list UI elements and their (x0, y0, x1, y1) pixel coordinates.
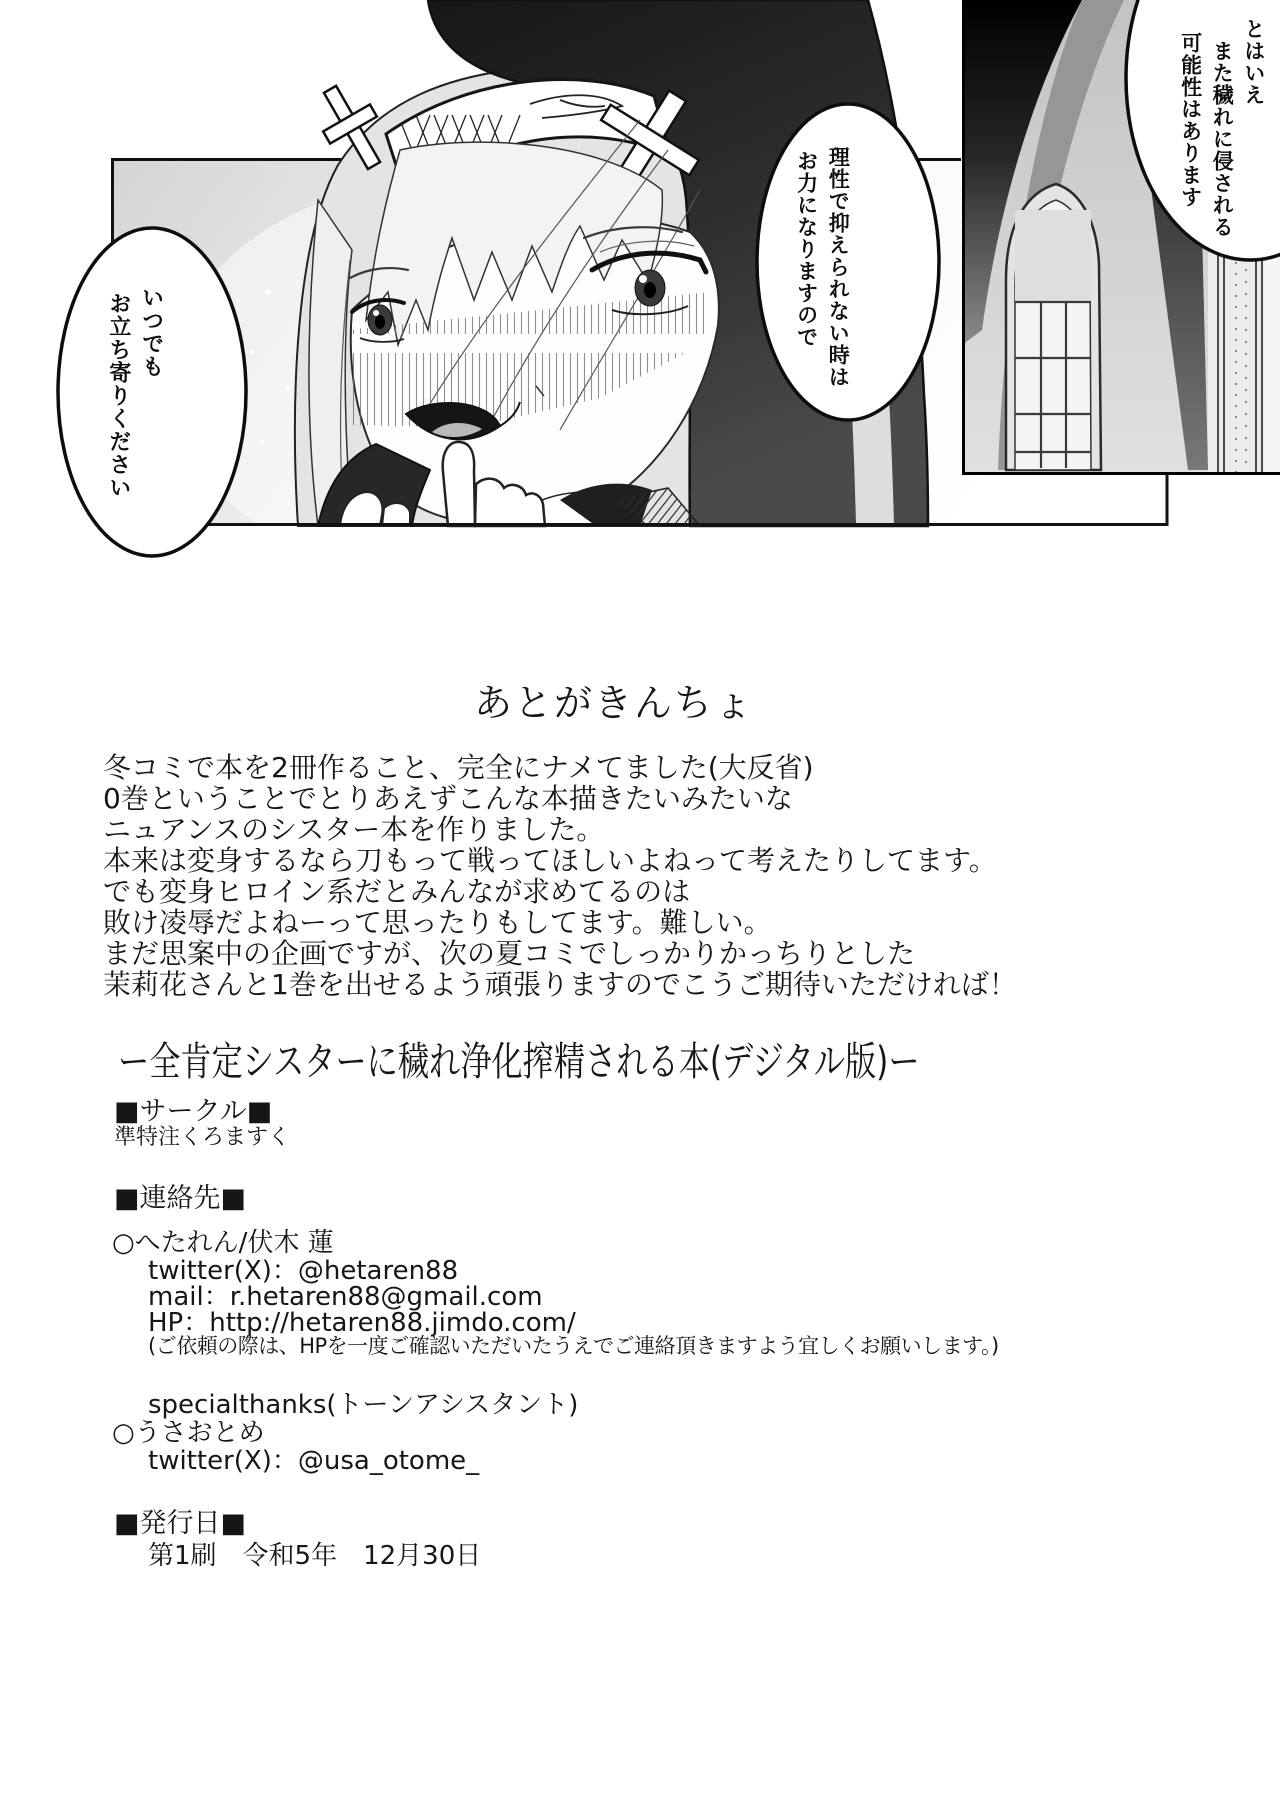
contact-heading: ■連絡先■ (114, 1183, 247, 1214)
special-thanks-label: specialthanks(トーンアシスタント) (148, 1390, 579, 1420)
artist-twitter: twitter(X)：@hetaren88 (148, 1256, 459, 1286)
manga-panel-artwork (0, 0, 1280, 560)
circle-heading: ■サークル■ (114, 1096, 273, 1127)
bubble-line: とはいえ (1241, 18, 1266, 106)
circle-name: 準特注くろますく (114, 1125, 291, 1150)
artist-name: ○へたれん/伏木 蓮 (112, 1228, 334, 1258)
speech-bubble-top-right-text (1177, 18, 1266, 258)
afterword-body-line: 敗け凌辱だよねーって思ったりもしてます。難しい。 (103, 906, 772, 939)
afterword-body-line: でも変身ヒロイン系だとみんなが求めてるのは (103, 875, 691, 908)
afterword-body-line: 茉莉花さんと1巻を出せるよう頑張りますのでこうご期待いただければ！ (103, 968, 1017, 1001)
afterword-body-line: 冬コミで本を2冊作ること、完全にナメてました(大反省) (103, 751, 814, 784)
afterword-body-line: まだ思案中の企画ですが、次の夏コミでしっかりかっちりとした (103, 937, 916, 970)
bubble-line: お立ち寄りください (105, 292, 131, 499)
afterword-body-line: 本来は変身するなら刀もって戦ってほしいよねって考えたりしてます。 (103, 844, 997, 877)
afterword-body-line: 0巻ということでとりあえずこんな本描きたいみたいな (103, 782, 793, 815)
speech-bubble-left-text (104, 286, 164, 526)
manga-panel-section (0, 0, 1280, 560)
bubble-line: 理性で抑えられない時は (826, 146, 851, 388)
special-thanks-twitter: twitter(X)：@usa_otome_ (148, 1446, 480, 1476)
publication-heading: ■発行日■ (114, 1508, 247, 1539)
bubble-line: お力になりますので (794, 150, 819, 348)
special-thanks-name: ○うさおとめ (112, 1418, 265, 1448)
afterword-body-line: ニュアンスのシスター本を作りました。 (103, 813, 605, 846)
publication-date: 第1刷 令和5年 12月30日 (148, 1541, 482, 1571)
afterword-title: あとがきんちょ (473, 681, 754, 725)
speech-bubble-middle-text (793, 146, 850, 412)
bubble-line: また穢れに侵される (1210, 40, 1235, 238)
bubble-line: いつでも (138, 286, 164, 378)
artist-contact-note: (ご依頼の際は、HPを一度ご確認いただいたうえでご連絡頂きますよう宜しくお願いします。) (148, 1334, 999, 1358)
artist-homepage: HP：http://hetaren88.jimdo.com/ (148, 1308, 576, 1338)
artist-mail: mail：r.hetaren88@gmail.com (148, 1282, 543, 1312)
bubble-line: 可能性はあります (1178, 32, 1203, 208)
book-title: ー全肯定シスターに穢れ浄化搾精される本(デジタル版)ー (118, 1039, 920, 1085)
gothic-window (1006, 184, 1101, 470)
